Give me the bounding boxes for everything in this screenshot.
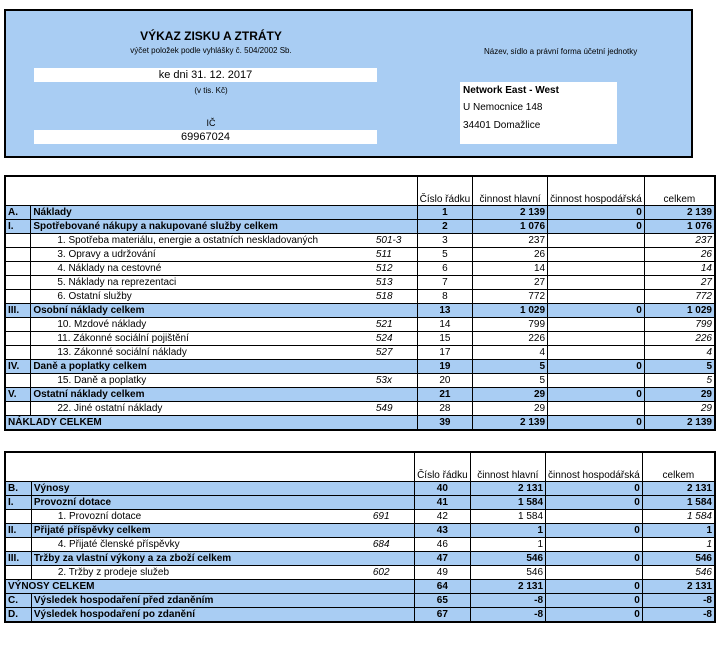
account-code: 684 [371,538,415,552]
row-mark [5,276,31,290]
row-label: 1. Spotřeba materiálu, energie a ostatních neskladovaných [31,234,374,248]
table-row [5,388,715,402]
value-total: 546 [642,566,715,580]
account-code: 527 [374,346,417,360]
row-label: 3. Opravy a udržování [31,248,374,262]
row-number: 47 [415,552,471,566]
row-label: VÝNOSY CELKEM [5,580,415,594]
value-main: 4 [473,346,548,360]
row-label: 10. Mzdové náklady [31,318,374,332]
col-total: celkem [642,452,715,482]
value-economic [548,402,645,416]
revenues-header-row [5,452,715,482]
value-main: 1 [470,524,545,538]
row-label: 13. Zákonné sociální náklady [31,346,374,360]
table-row [5,332,715,346]
value-main: -8 [470,608,545,623]
table-row [5,580,715,594]
revenues-table [4,451,716,623]
value-economic [548,346,645,360]
value-main: 1 029 [473,304,548,318]
table-row [5,482,715,496]
value-total: -8 [642,608,715,623]
value-total: 14 [644,262,715,276]
value-economic [546,510,643,524]
value-main: 226 [473,332,548,346]
row-label: Přijaté příspěvky celkem [31,524,414,538]
value-total: 2 131 [642,580,715,594]
account-code: 691 [371,510,415,524]
account-code: 524 [374,332,417,346]
row-label: Výsledek hospodaření po zdanění [31,608,414,623]
value-main: 5 [473,360,548,374]
value-main: 2 139 [473,416,548,431]
value-main: 14 [473,262,548,276]
row-mark [5,374,31,388]
value-total: 2 139 [644,416,715,431]
row-number: 7 [417,276,473,290]
row-label: 11. Zákonné sociální pojištění [31,332,374,346]
table-row [5,346,715,360]
firm-label: Název, sídlo a právní forma účetní jednotky [484,47,638,56]
row-label: Spotřebované nákupy a nakupované služby celkem [31,220,417,234]
value-economic [548,332,645,346]
row-number: 5 [417,248,473,262]
value-economic: 0 [546,496,643,510]
row-mark: IV. [5,360,31,374]
row-number: 20 [417,374,473,388]
row-number: 64 [415,580,471,594]
value-economic [548,234,645,248]
value-economic [548,318,645,332]
value-total: 5 [644,374,715,388]
account-code: 501-3 [374,234,417,248]
table-row [5,220,715,234]
row-mark: C. [5,594,31,608]
report-date: ke dni 31. 12. 2017 [34,68,377,82]
row-mark [5,566,31,580]
row-mark: II. [5,524,31,538]
account-code: 521 [374,318,417,332]
table-row [5,374,715,388]
value-economic [546,566,643,580]
row-mark [5,510,31,524]
row-number: 2 [417,220,473,234]
value-main: 237 [473,234,548,248]
account-code: 53x [374,374,417,388]
account-code: 549 [374,402,417,416]
row-mark: V. [5,388,31,402]
costs-header-row [5,176,715,206]
row-label: Náklady [31,206,417,220]
value-main: 1 [470,538,545,552]
row-label: 5. Náklady na reprezentaci [31,276,374,290]
row-mark [5,318,31,332]
value-total: 29 [644,402,715,416]
value-total: 5 [644,360,715,374]
table-row [5,510,715,524]
row-mark: I. [5,496,31,510]
table-row [5,538,715,552]
row-number: 46 [415,538,471,552]
row-label: Výnosy [31,482,414,496]
costs-table [4,175,716,431]
value-main: -8 [470,594,545,608]
table-row [5,594,715,608]
value-main: 5 [473,374,548,388]
table-row [5,290,715,304]
value-main: 1 584 [470,496,545,510]
value-total: 2 131 [642,482,715,496]
value-total: 772 [644,290,715,304]
row-label: Daně a poplatky celkem [31,360,417,374]
value-economic [546,538,643,552]
value-economic [548,276,645,290]
col-economic: činnost hospodářská [546,452,643,482]
firm-name: Network East - West [463,85,559,96]
table-row [5,524,715,538]
value-economic: 0 [548,304,645,318]
row-label: Tržby za vlastní výkony a za zboží celkem [31,552,414,566]
value-economic: 0 [546,552,643,566]
row-label: 2. Tržby z prodeje služeb [31,566,370,580]
row-mark: III. [5,304,31,318]
firm-city: 34401 Domažlice [463,120,541,131]
value-total: 29 [644,388,715,402]
table-row [5,552,715,566]
row-mark [5,332,31,346]
row-number: 43 [415,524,471,538]
account-code: 511 [374,248,417,262]
value-main: 29 [473,402,548,416]
table-row [5,206,715,220]
row-mark: III. [5,552,31,566]
col-main: činnost hlavní [473,176,548,206]
table-row [5,318,715,332]
row-number: 42 [415,510,471,524]
col-main: činnost hlavní [470,452,545,482]
value-economic: 0 [548,206,645,220]
value-total: 1 [642,524,715,538]
row-label: 6. Ostatní služby [31,290,374,304]
value-economic [548,290,645,304]
row-number: 65 [415,594,471,608]
table-row [5,360,715,374]
value-main: 2 131 [470,580,545,594]
value-main: 2 139 [473,206,548,220]
value-economic: 0 [548,360,645,374]
table-row [5,416,715,431]
row-mark: B. [5,482,31,496]
value-total: 1 584 [642,510,715,524]
value-main: 1 584 [470,510,545,524]
row-mark: I. [5,220,31,234]
report-title: VÝKAZ ZISKU A ZTRÁTY [140,29,282,43]
value-total: 1 [642,538,715,552]
value-total: 226 [644,332,715,346]
value-economic: 0 [546,608,643,623]
table-row [5,402,715,416]
account-code: 518 [374,290,417,304]
row-number: 67 [415,608,471,623]
report-header [4,9,693,158]
row-number: 8 [417,290,473,304]
value-main: 27 [473,276,548,290]
row-number: 28 [417,402,473,416]
table-row [5,248,715,262]
row-label: NÁKLADY CELKEM [5,416,417,431]
table-row [5,304,715,318]
value-economic: 0 [548,416,645,431]
row-number: 6 [417,262,473,276]
value-economic [548,374,645,388]
value-main: 799 [473,318,548,332]
value-economic: 0 [546,524,643,538]
row-mark: A. [5,206,31,220]
account-code: 513 [374,276,417,290]
report-units: (v tis. Kč) [194,86,228,95]
row-label: 4. Přijaté členské příspěvky [31,538,370,552]
value-economic: 0 [548,388,645,402]
table-row [5,496,715,510]
firm-box [460,82,617,144]
value-main: 546 [470,552,545,566]
value-total: 4 [644,346,715,360]
row-label: 1. Provozní dotace [31,510,370,524]
value-total: 237 [644,234,715,248]
value-main: 29 [473,388,548,402]
row-number: 1 [417,206,473,220]
value-total: 1 076 [644,220,715,234]
value-total: 2 139 [644,206,715,220]
col-economic: činnost hospodářská [548,176,645,206]
row-label: 4. Náklady na cestovné [31,262,374,276]
row-mark [5,538,31,552]
row-mark [5,402,31,416]
firm-street: U Nemocnice 148 [463,102,543,113]
value-economic: 0 [546,594,643,608]
value-economic: 0 [548,220,645,234]
col-row-number: Číslo řádku [417,176,473,206]
ic-label: IČ [206,118,216,128]
row-mark [5,262,31,276]
col-total: celkem [644,176,715,206]
value-total: 26 [644,248,715,262]
value-main: 772 [473,290,548,304]
row-mark: D. [5,608,31,623]
row-label: Ostatní náklady celkem [31,388,417,402]
row-number: 13 [417,304,473,318]
value-main: 1 076 [473,220,548,234]
value-economic: 0 [546,482,643,496]
value-total: 799 [644,318,715,332]
row-mark [5,234,31,248]
value-total: 546 [642,552,715,566]
row-mark [5,346,31,360]
row-label: 15. Daně a poplatky [31,374,374,388]
row-label: 22. Jiné ostatní náklady [31,402,374,416]
row-label: Výsledek hospodaření před zdaněním [31,594,414,608]
value-total: 1 584 [642,496,715,510]
table-row [5,262,715,276]
value-total: -8 [642,594,715,608]
report-subtitle: výčet položek podle vyhlášky č. 504/2002 Sb. [130,46,292,55]
row-number: 40 [415,482,471,496]
account-code: 602 [371,566,415,580]
value-main: 546 [470,566,545,580]
row-label: Provozní dotace [31,496,414,510]
value-economic: 0 [546,580,643,594]
row-number: 14 [417,318,473,332]
row-label: Osobní náklady celkem [31,304,417,318]
row-number: 21 [417,388,473,402]
row-number: 15 [417,332,473,346]
col-row-number: Číslo řádku [415,452,471,482]
row-number: 41 [415,496,471,510]
value-main: 26 [473,248,548,262]
row-mark [5,290,31,304]
table-row [5,276,715,290]
row-number: 17 [417,346,473,360]
table-row [5,608,715,623]
row-mark [5,248,31,262]
value-main: 2 131 [470,482,545,496]
account-code: 512 [374,262,417,276]
table-row [5,566,715,580]
value-economic [548,248,645,262]
row-number: 3 [417,234,473,248]
ic-value: 69967024 [34,130,377,144]
value-total: 1 029 [644,304,715,318]
table-row [5,234,715,248]
row-number: 49 [415,566,471,580]
value-total: 27 [644,276,715,290]
value-economic [548,262,645,276]
row-number: 39 [417,416,473,431]
row-number: 19 [417,360,473,374]
